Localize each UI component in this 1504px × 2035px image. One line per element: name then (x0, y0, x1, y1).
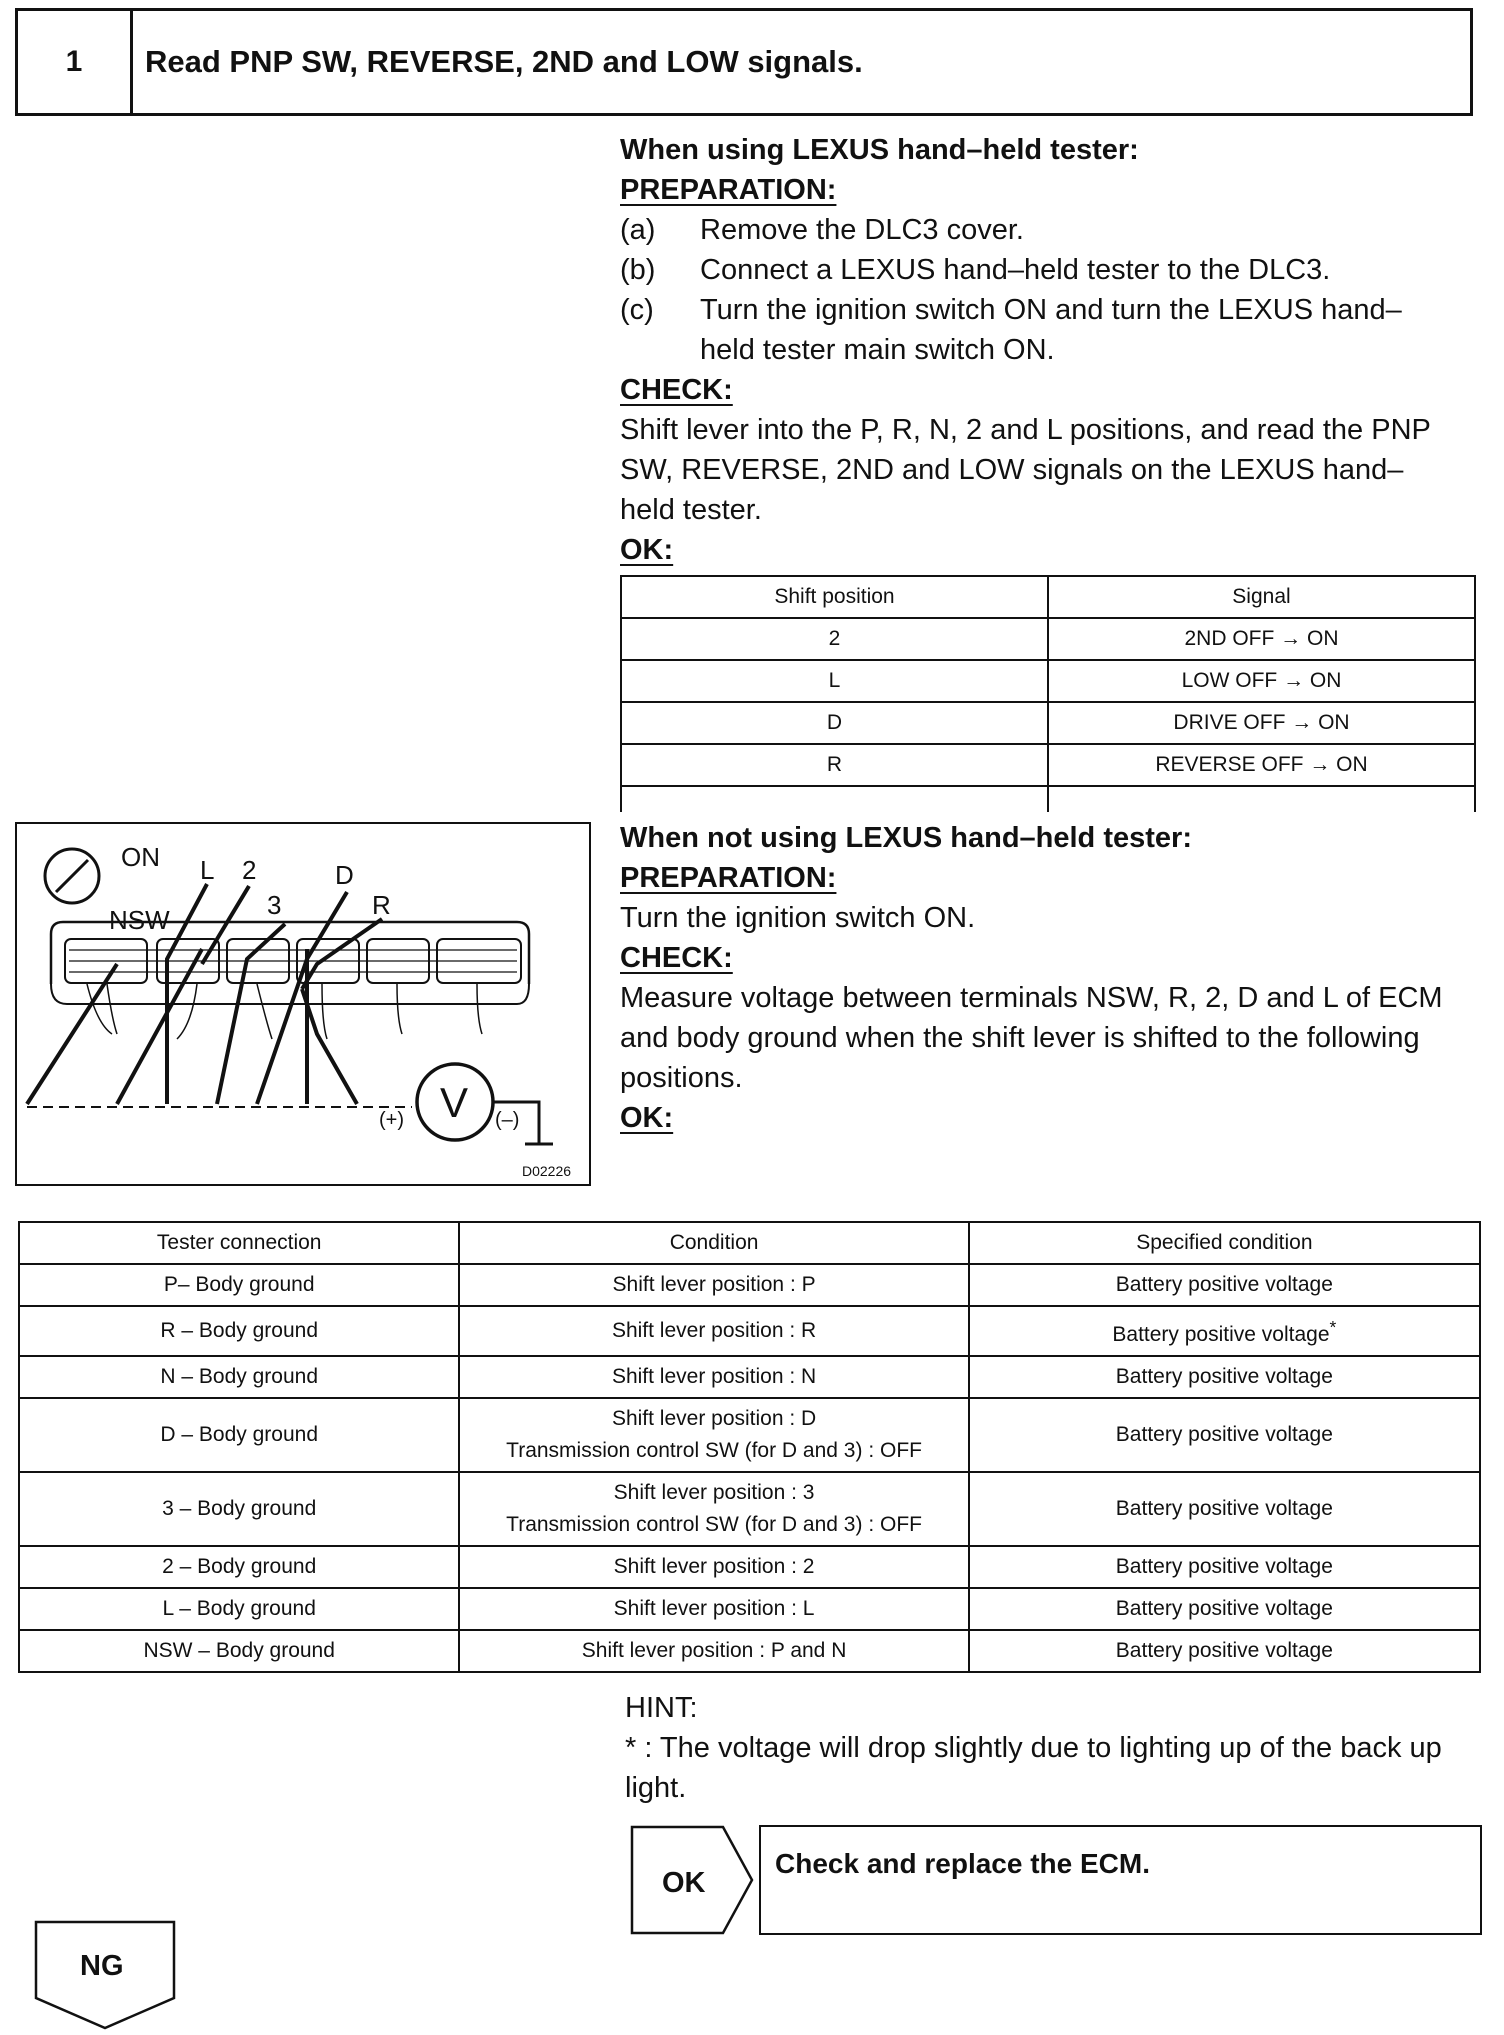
hint-line-2: light. (625, 1772, 687, 1804)
cell-connection: R – Body ground (19, 1306, 459, 1356)
condition-line-2: Transmission control SW (for D and 3) : OFF (506, 1439, 922, 1462)
hint-line-1: * : The voltage will drop slightly due to lighting up of the back up (625, 1732, 1442, 1764)
no-tester-preparation-text: Turn the ignition switch ON. (620, 902, 976, 934)
spec-text: Battery positive voltage (1115, 1273, 1333, 1296)
cell-shift-position: D (621, 702, 1048, 744)
label-l: L (200, 855, 215, 885)
cell-spec (969, 1630, 1480, 1672)
cell-signal: LOW OFF → ON (1048, 660, 1475, 702)
step-c-label: (c) (620, 294, 654, 326)
cell-connection: 3 – Body ground (19, 1472, 459, 1546)
tester-check-label: CHECK: (620, 374, 733, 406)
cell-spec (969, 1546, 1480, 1588)
cell-signal: 2ND OFF → ON (1048, 618, 1475, 660)
cell-condition (459, 1472, 968, 1546)
tester-check-line-3: held tester. (620, 494, 762, 526)
cell-connection: NSW – Body ground (19, 1630, 459, 1672)
header-signal: Signal (1048, 576, 1475, 618)
cell-spec (969, 1306, 1480, 1356)
ng-result-badge (34, 1920, 176, 2035)
no-tester-check-line-3: positions. (620, 1062, 743, 1094)
condition-line-1: Shift lever position : 3 (613, 1481, 815, 1504)
cell-condition: Shift lever position : L (459, 1588, 968, 1630)
condition-line-1: Shift lever position : D (611, 1407, 817, 1430)
cell-connection: D – Body ground (19, 1398, 459, 1472)
no-tester-ok-label: OK: (620, 1102, 674, 1134)
cell-connection: L – Body ground (19, 1588, 459, 1630)
header-specified-condition: Specified condition (969, 1222, 1480, 1264)
table-row (621, 702, 1475, 744)
diagram-drawing (17, 824, 588, 1183)
table-header-row (19, 1222, 1480, 1264)
tester-check-line-1: Shift lever into the P, R, N, 2 and L positions, and read the PNP (620, 414, 1431, 446)
voltage-spec-table (18, 1221, 1481, 1673)
label-nsw: NSW (109, 905, 170, 935)
header-tester-connection: Tester connection (19, 1222, 459, 1264)
cell-shift-position: L (621, 660, 1048, 702)
tester-ok-label: OK: (620, 534, 674, 566)
figure-id: D02226 (522, 1163, 572, 1179)
step-a-label: (a) (620, 214, 656, 246)
signal-table (620, 575, 1476, 812)
label-plus: (+) (379, 1109, 404, 1131)
label-r: R (372, 890, 391, 920)
no-tester-check-line-2: and body ground when the shift lever is shifted to the following (620, 1022, 1420, 1054)
footnote-mark: * (1329, 1317, 1337, 1337)
cell-connection: N – Body ground (19, 1356, 459, 1398)
cell-connection: 2 – Body ground (19, 1546, 459, 1588)
spec-text: Battery positive voltage (1115, 1555, 1333, 1578)
no-tester-check-label: CHECK: (620, 942, 733, 974)
label-on: ON (121, 842, 160, 872)
label-minus: (–) (495, 1109, 520, 1131)
cell-spec (969, 1588, 1480, 1630)
ok-arrow-icon (630, 1825, 755, 1935)
cell-condition (459, 1398, 968, 1472)
table-row (19, 1264, 1480, 1306)
cell-condition: Shift lever position : P (459, 1264, 968, 1306)
label-2: 2 (242, 855, 257, 885)
spec-text: Battery positive voltage (1115, 1597, 1333, 1620)
table-row (19, 1356, 1480, 1398)
step-number: 1 (65, 45, 83, 78)
step-b-text: Connect a LEXUS hand–held tester to the DLC3. (700, 254, 1331, 286)
table-row-cut-off (621, 786, 1475, 812)
label-3: 3 (267, 890, 282, 920)
spec-text: Battery positive voltage (1115, 1497, 1333, 1520)
table-row (19, 1472, 1480, 1546)
no-tester-preparation-label: PREPARATION: (620, 862, 837, 894)
table-row (621, 618, 1475, 660)
cell-spec (969, 1264, 1480, 1306)
tester-preparation-label: PREPARATION: (620, 174, 837, 206)
tester-check-line-2: SW, REVERSE, 2ND and LOW signals on the LEXUS hand– (620, 454, 1404, 486)
tester-heading: When using LEXUS hand–held tester: (620, 134, 1139, 166)
table-row (19, 1588, 1480, 1630)
table-row (621, 660, 1475, 702)
spec-text: Battery positive voltage (1115, 1639, 1333, 1662)
label-d: D (335, 860, 354, 890)
condition-line-2: Transmission control SW (for D and 3) : OFF (506, 1513, 922, 1536)
ok-result-badge (630, 1825, 755, 1940)
header-shift-position: Shift position (621, 576, 1048, 618)
cell-condition: Shift lever position : 2 (459, 1546, 968, 1588)
ecm-wiring-diagram (15, 822, 591, 1186)
cell-condition: Shift lever position : N (459, 1356, 968, 1398)
no-tester-check-line-1: Measure voltage between terminals NSW, R, 2, D and L of ECM (620, 982, 1443, 1014)
meter-symbol: V (440, 1079, 469, 1126)
spec-text: Battery positive voltage (1112, 1323, 1330, 1346)
step-a-text: Remove the DLC3 cover. (700, 214, 1024, 246)
cell-shift-position: 2 (621, 618, 1048, 660)
signal-table-clip (620, 575, 1476, 812)
step-title: Read PNP SW, REVERSE, 2ND and LOW signals. (145, 44, 863, 79)
table-row (19, 1630, 1480, 1672)
step-b-label: (b) (620, 254, 656, 286)
cell-connection: P– Body ground (19, 1264, 459, 1306)
ok-action-box (759, 1825, 1482, 1935)
cell-spec (969, 1398, 1480, 1472)
cell-spec (969, 1356, 1480, 1398)
no-tester-heading: When not using LEXUS hand–held tester: (620, 822, 1192, 854)
table-header-row (621, 576, 1475, 618)
hint-label: HINT: (625, 1692, 698, 1724)
header-condition: Condition (459, 1222, 968, 1264)
probe-wires (27, 884, 382, 1104)
ok-badge-label: OK (662, 1867, 706, 1899)
ng-badge-label: NG (80, 1950, 124, 1982)
table-row (19, 1398, 1480, 1472)
step-c-text-line-2: held tester main switch ON. (700, 334, 1055, 366)
cell-spec (969, 1472, 1480, 1546)
cell-condition: Shift lever position : P and N (459, 1630, 968, 1672)
cell-signal: DRIVE OFF → ON (1048, 702, 1475, 744)
cell-signal: REVERSE OFF → ON (1048, 744, 1475, 786)
cell-condition: Shift lever position : R (459, 1306, 968, 1356)
ignition-switch-icon (45, 849, 99, 903)
table-row (19, 1546, 1480, 1588)
spec-text: Battery positive voltage (1115, 1365, 1333, 1388)
table-row (621, 744, 1475, 786)
cell-shift-position: R (621, 744, 1048, 786)
spec-text: Battery positive voltage (1115, 1423, 1333, 1446)
ok-action-text: Check and replace the ECM. (775, 1848, 1151, 1879)
ecm-connector (51, 922, 529, 1039)
step-c-text-line-1: Turn the ignition switch ON and turn the LEXUS hand– (700, 294, 1402, 326)
voltmeter-icon (417, 1064, 553, 1144)
table-row (19, 1306, 1480, 1356)
